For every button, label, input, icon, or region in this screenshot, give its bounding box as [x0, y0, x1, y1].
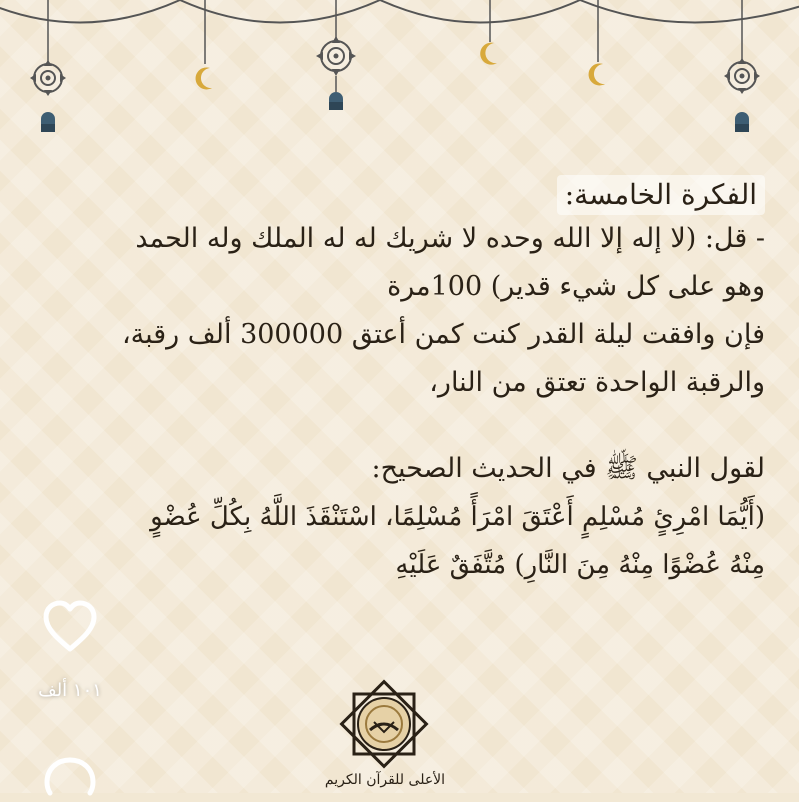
spacer [40, 407, 765, 445]
post-text [40, 175, 765, 589]
post-line-1: - قل: (لا إله إلا الله وحده لا شريك له له الملك وله الحمد [135, 223, 765, 254]
logo-caption: الأعلى للقرآن الكريم [324, 772, 446, 788]
post-line-3: فإن وافقت ليلة القدر كنت كمن أعتق 300000 ألف رقبة، [121, 319, 765, 350]
comment-bubble-icon[interactable] [38, 752, 102, 802]
hadith-intro: لقول النبي ﷺ في الحديث الصحيح: [371, 453, 765, 484]
post-line-4: والرقبة الواحدة تعتق من النار، [429, 367, 765, 398]
organization-logo [332, 672, 436, 776]
ramadan-ornament-header [0, 0, 799, 150]
heart-outline-icon[interactable] [38, 597, 102, 655]
like-count: ١٠١ ألف [38, 680, 102, 701]
post-heading: الفكرة الخامسة: [557, 175, 765, 215]
hadith-line-2: مِنْهُ عُضْوًا مِنْهُ مِنَ النَّارِ) مُتَّفَقٌ عَلَيْهِ [395, 550, 765, 580]
post-line-2: وهو على كل شيء قدير) 100مرة [387, 271, 765, 302]
hadith-line-1: (أَيُّمَا امْرِئٍ مُسْلِمٍ أَعْتَقَ امْرَأً مُسْلِمًا، اسْتَنْقَذَ اللَّهُ بِكُلِّ عُضْوٍ [150, 502, 765, 532]
